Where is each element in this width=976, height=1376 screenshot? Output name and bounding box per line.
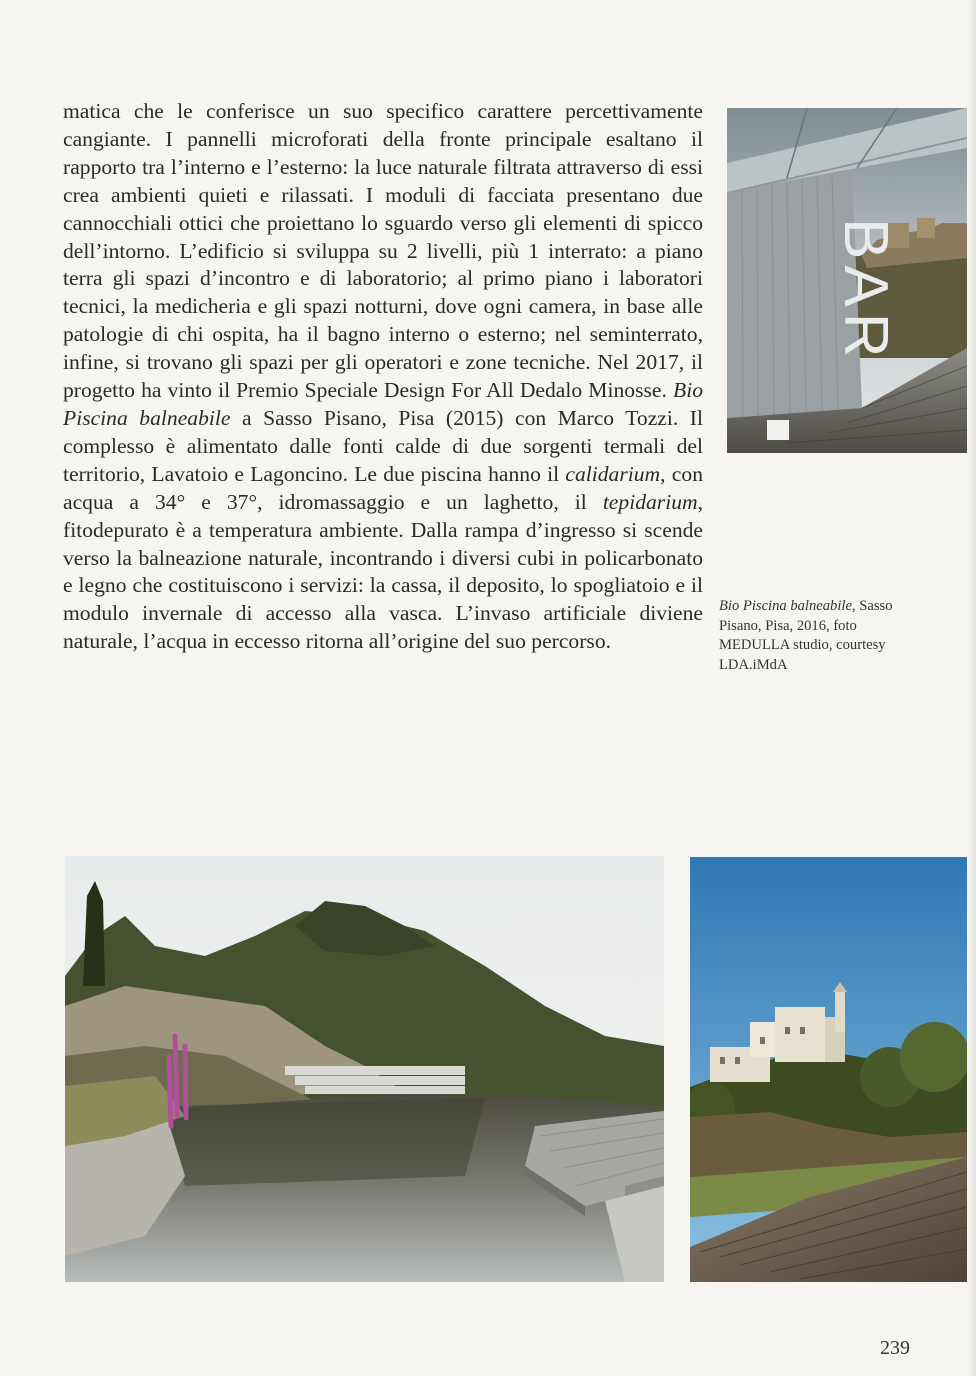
page-number: 239: [880, 1337, 910, 1359]
body-segment: matica che le conferisce un suo specifico carattere percettivamente cangiante. I pannelli microforati della fronte principale esaltano il rapporto tra l’interno e l’esterno: la luce naturale filtrata attraverso di essi crea ambienti quieti e rilassati. I moduli di facciata presentano due cannocchiali ottici che proiettano lo sguardo verso gli elementi di spicco dell’intorno. L’edificio si sviluppa su 2 livelli, più 1 interrato: a piano terra gli spazi d’incontro e di laboratorio; al primo piano i laboratori tecnici, la medicheria e gli spazi notturni, dove ogni camera, in base alle patologie di chi ospita, ha il bagno interno o esterno; nel seminterrato, infine, si trovano gli spazi per gli operatori e zone tecniche. Nel 2017, il progetto ha vinto il Premio Speciale Design For All Dedalo Minosse.: [63, 99, 703, 403]
body-segment: , fitodepurato è a temperatura ambiente. Dalla rampa d’ingresso si scende verso la balneazione naturale, incontrando i diversi cubi in policarbonato e legno che costituiscono i servizi: la cassa, il deposito, lo spogliatoio e il modulo invernale di accesso alla vasca. L’invaso artificiale diviene naturale, l’acqua in eccesso ritorna all’origine del suo percorso.: [63, 489, 703, 654]
body-segment: , con acqua a 34° e 37°, idromassaggio e un laghetto, il: [63, 461, 703, 514]
body-segment-italic: Bio Piscina balneabile: [63, 378, 703, 430]
body-text: [63, 98, 703, 656]
bar-sign-text: BAR: [831, 218, 900, 364]
body-segment-italic: tepidarium: [602, 489, 698, 514]
caption-title: Bio Piscina balneabile: [719, 598, 852, 614]
photo-village-deck: [690, 857, 967, 1282]
photo-caption: [719, 597, 929, 675]
photo-bar-pavilion: [727, 108, 967, 453]
caption-text: , Sasso Pisano, Pisa, 2016, foto MEDULLA studio, courtesy LDA.iMdA: [719, 598, 893, 673]
body-segment: a Sasso Pisano, Pisa (2015) con Marco Tozzi. Il complesso è alimentato dalle fonti calde di due sorgenti termali del territorio, Lavatoio e Lagoncino. Le due piscina hanno il: [63, 405, 703, 486]
page-edge-shadow: [968, 0, 976, 1376]
photo-natural-pool: [65, 856, 664, 1282]
body-segment-italic: calidarium: [565, 461, 661, 486]
body-paragraph: [63, 98, 703, 656]
